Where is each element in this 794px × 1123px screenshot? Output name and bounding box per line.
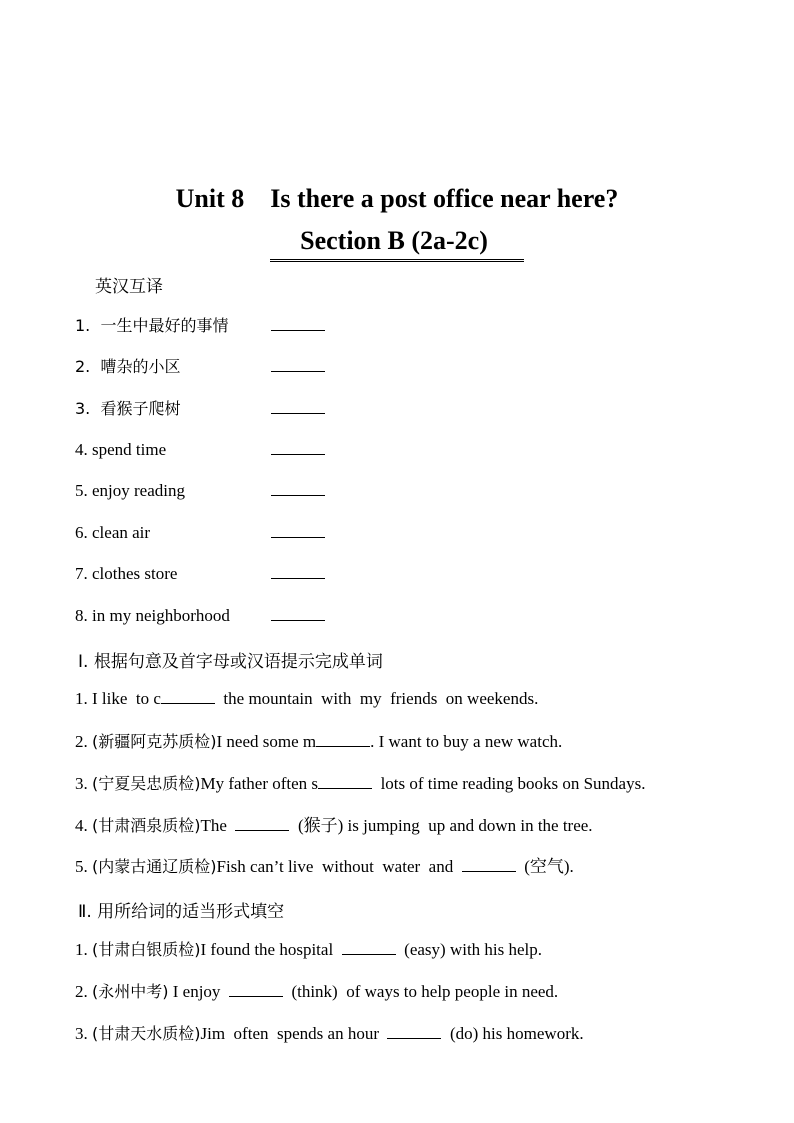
exercise-row bbox=[75, 981, 558, 1003]
source-tag: (甘肃天水质检) bbox=[92, 1024, 201, 1043]
vocab-term: 7. clothes store bbox=[75, 564, 178, 583]
answer-blank[interactable] bbox=[271, 563, 325, 579]
answer-blank[interactable] bbox=[235, 815, 289, 831]
answer-blank[interactable] bbox=[271, 398, 325, 414]
vocab-term: 2. 嘈杂的小区 bbox=[75, 357, 181, 376]
sentence-after: (think) of ways to help people in need. bbox=[282, 982, 559, 1001]
answer-blank[interactable] bbox=[387, 1023, 441, 1039]
sentence-before: I need some m bbox=[216, 732, 317, 751]
sentence-before: I found the hospital bbox=[200, 940, 342, 959]
item-number: 1. bbox=[75, 940, 92, 959]
vocab-term: 8. in my neighborhood bbox=[75, 606, 230, 625]
answer-blank[interactable] bbox=[462, 856, 516, 872]
answer-blank[interactable] bbox=[342, 939, 396, 955]
vocab-row bbox=[75, 356, 325, 378]
vocab-term: 6. clean air bbox=[75, 523, 151, 542]
exercise-row bbox=[75, 856, 574, 878]
source-tag: (永州中考) bbox=[92, 982, 169, 1001]
item-number: 3. bbox=[75, 774, 92, 793]
sentence-before: I enjoy bbox=[168, 982, 229, 1001]
item-number: 3. bbox=[75, 1024, 92, 1043]
answer-blank[interactable] bbox=[271, 522, 325, 538]
sentence-after: the mountain with my friends on weekends. bbox=[214, 689, 539, 708]
sentence-before: I like to c bbox=[92, 689, 161, 708]
sentence-after: (do) his homework. bbox=[441, 1024, 584, 1043]
vocab-heading: 英汉互译 bbox=[95, 277, 163, 297]
exercise-row bbox=[75, 773, 645, 795]
item-number: 5. bbox=[75, 857, 92, 876]
answer-blank[interactable] bbox=[271, 605, 325, 621]
exercise-row bbox=[75, 815, 593, 837]
sentence-before: My father often s bbox=[200, 774, 319, 793]
sentence-after: lots of time reading books on Sundays. bbox=[372, 774, 646, 793]
sentence-after: (猴子) is jumping up and down in the tree. bbox=[289, 816, 593, 835]
source-tag: (甘肃白银质检) bbox=[92, 940, 201, 959]
source-tag: (新疆阿克苏质检) bbox=[92, 732, 217, 751]
vocab-row bbox=[75, 398, 325, 420]
exercise-row bbox=[75, 731, 562, 753]
vocab-term: 1. 一生中最好的事情 bbox=[75, 316, 229, 335]
section-1-heading: Ⅰ. 根据句意及首字母或汉语提示完成单词 bbox=[78, 652, 383, 672]
sentence-after: (空气). bbox=[515, 857, 574, 876]
exercise-row bbox=[75, 688, 538, 710]
vocab-row bbox=[75, 605, 325, 627]
item-number: 4. bbox=[75, 816, 92, 835]
vocab-row bbox=[75, 315, 325, 337]
answer-blank[interactable] bbox=[271, 480, 325, 496]
vocab-row bbox=[75, 563, 325, 585]
source-tag: (内蒙古通辽质检) bbox=[92, 857, 217, 876]
vocab-term: 5. enjoy reading bbox=[75, 481, 185, 500]
section-2-heading: Ⅱ. 用所给词的适当形式填空 bbox=[78, 902, 285, 922]
sentence-before: Jim often spends an hour bbox=[200, 1024, 388, 1043]
source-tag: (甘肃酒泉质检) bbox=[92, 816, 201, 835]
answer-blank[interactable] bbox=[316, 731, 370, 747]
sentence-after: . I want to buy a new watch. bbox=[370, 732, 563, 751]
item-number: 2. bbox=[75, 732, 92, 751]
answer-blank[interactable] bbox=[271, 439, 325, 455]
answer-blank[interactable] bbox=[161, 688, 215, 704]
exercise-row bbox=[75, 1023, 584, 1045]
vocab-term: 4. spend time bbox=[75, 440, 167, 459]
sentence-before: Fish can’t live without water and bbox=[216, 857, 462, 876]
page-title: Unit 8 Is there a post office near here? bbox=[175, 184, 619, 213]
vocab-row bbox=[75, 480, 325, 502]
item-number: 1. bbox=[75, 689, 92, 708]
exercise-row bbox=[75, 939, 542, 961]
source-tag: (宁夏吴忠质检) bbox=[92, 774, 201, 793]
vocab-row bbox=[75, 522, 325, 544]
sentence-after: (easy) with his help. bbox=[395, 940, 543, 959]
answer-blank[interactable] bbox=[271, 356, 325, 372]
answer-blank[interactable] bbox=[318, 773, 372, 789]
sentence-before: The bbox=[200, 816, 236, 835]
answer-blank[interactable] bbox=[271, 315, 325, 331]
section-subtitle: Section B (2a-2c) bbox=[270, 226, 524, 262]
vocab-term: 3. 看猴子爬树 bbox=[75, 399, 181, 418]
item-number: 2. bbox=[75, 982, 92, 1001]
vocab-row bbox=[75, 439, 325, 461]
answer-blank[interactable] bbox=[229, 981, 283, 997]
